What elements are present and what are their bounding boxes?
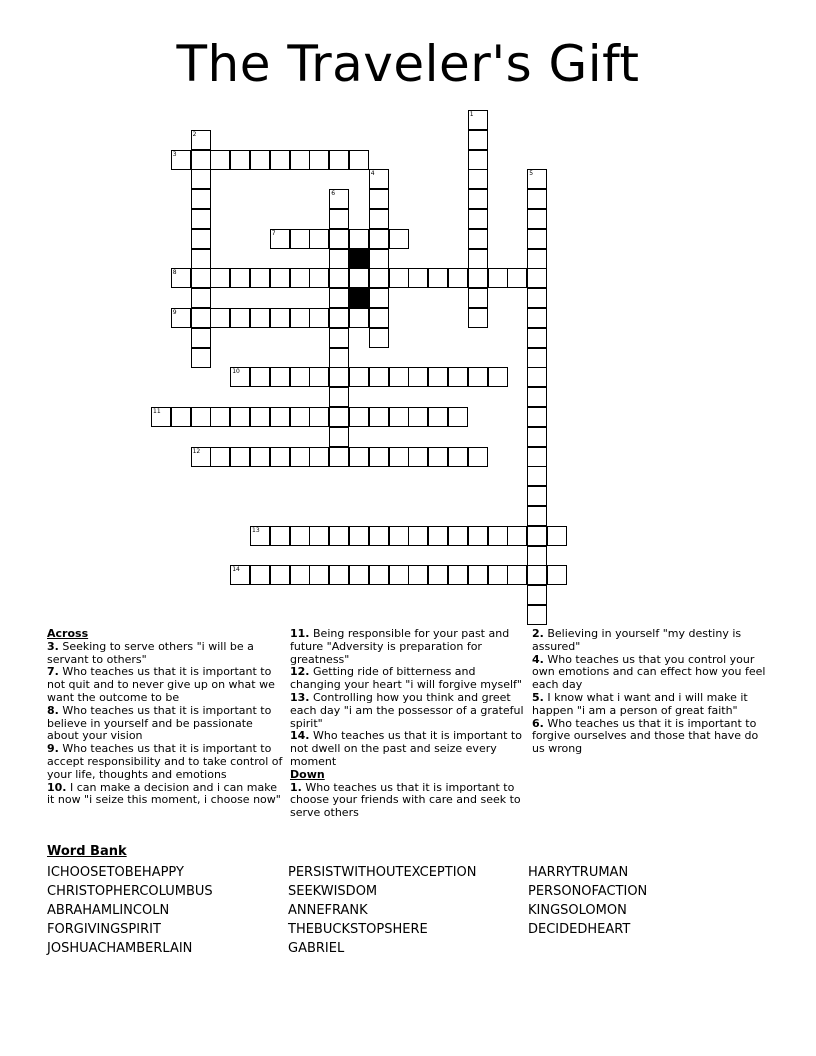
grid-cell[interactable] (369, 268, 389, 288)
grid-cell[interactable] (468, 209, 488, 229)
grid-cell[interactable] (329, 447, 349, 467)
grid-cell[interactable] (468, 130, 488, 150)
word-bank-column-3 (528, 863, 647, 939)
grid-cell[interactable] (329, 209, 349, 229)
grid-cell[interactable] (349, 565, 369, 585)
grid-cell[interactable] (349, 407, 369, 427)
grid-cell[interactable] (250, 526, 270, 546)
grid-cell[interactable] (547, 526, 567, 546)
clue-across-13: 13. Controlling how you think and greet each day "i am the possessor of a grateful spirit" (290, 690, 524, 730)
grid-cell[interactable] (468, 526, 488, 546)
clue-across-10: 10. I can make a decision and i can make it now "i seize this moment, i choose now" (47, 780, 281, 807)
grid-cell[interactable] (270, 308, 290, 328)
word-bank-item: ANNEFRANK (288, 903, 368, 918)
grid-cell[interactable] (428, 367, 448, 387)
grid-cell[interactable] (329, 308, 349, 328)
clue-column-2 (290, 628, 528, 820)
grid-cell[interactable] (349, 150, 369, 170)
grid-cell[interactable] (270, 565, 290, 585)
grid-cell[interactable] (270, 447, 290, 467)
grid-cell[interactable] (428, 565, 448, 585)
word-bank-item: DECIDEDHEART (528, 922, 631, 937)
grid-cell[interactable] (369, 249, 389, 269)
grid-cell[interactable] (309, 407, 329, 427)
across-heading: Across (47, 627, 89, 640)
grid-cell[interactable] (428, 268, 448, 288)
grid-cell[interactable] (527, 427, 547, 447)
grid-cell[interactable] (329, 288, 349, 308)
grid-cell[interactable] (290, 526, 310, 546)
clue-number: 8 (172, 269, 177, 277)
grid-cell[interactable] (290, 447, 310, 467)
grid-cell[interactable] (468, 189, 488, 209)
clue-number: 11 (153, 408, 161, 415)
grid-cell[interactable] (389, 407, 409, 427)
grid-cell[interactable] (527, 605, 547, 625)
clue-down-5: 5. I know what i want and i will make it happen "i am a person of great faith" (532, 690, 748, 717)
grid-cell[interactable] (329, 150, 349, 170)
word-bank-item: GABRIEL (288, 941, 345, 956)
grid-cell[interactable] (290, 268, 310, 288)
grid-cell[interactable] (488, 565, 508, 585)
grid-cell[interactable] (329, 387, 349, 407)
clue-across-8: 8. Who teaches us that it is important to believe in yourself and be passionate about your vision (47, 703, 272, 743)
grid-cell[interactable] (389, 447, 409, 467)
grid-cell[interactable] (527, 466, 547, 486)
clue-number: 9 (172, 309, 177, 316)
grid-cell[interactable] (369, 229, 389, 249)
grid-cell[interactable] (369, 288, 389, 308)
grid-cell[interactable] (369, 367, 389, 387)
grid-cell[interactable] (369, 209, 389, 229)
clue-across-11: 11. Being responsible for your past and future "Adversity is preparation for greatness" (290, 627, 510, 666)
grid-cell[interactable] (468, 268, 488, 288)
grid-cell[interactable] (428, 407, 448, 427)
grid-cell[interactable] (191, 249, 211, 269)
word-bank-column-1 (47, 863, 213, 958)
grid-cell[interactable] (408, 526, 428, 546)
grid-cell[interactable] (468, 367, 488, 387)
clue-across-9: 9. Who teaches us that it is important to accept responsibility and to take control of your life, thoughts and emotions (47, 742, 283, 781)
word-bank-item: JOSHUACHAMBERLAIN (47, 941, 193, 956)
grid-cell[interactable] (329, 328, 349, 348)
grid-cell[interactable] (329, 268, 349, 288)
grid-cell[interactable] (507, 526, 527, 546)
grid-cell[interactable] (171, 150, 191, 170)
clue-column-1 (47, 628, 285, 807)
grid-cell[interactable] (309, 308, 329, 328)
grid-cell[interactable] (448, 565, 468, 585)
clue-number: 4 (370, 170, 375, 178)
clue-down-1: 1. Who teaches us that it is important to choose your friends with care and seek to serve others (290, 780, 521, 820)
clue-down-4: 4. Who teaches us that you control your own emotions and can effect how you feel each day (532, 652, 766, 692)
grid-cell[interactable] (230, 367, 250, 387)
grid-cell[interactable] (230, 308, 250, 328)
word-bank-item: PERSONOFACTION (528, 884, 648, 899)
grid-cell[interactable] (210, 308, 230, 328)
grid-cell[interactable] (527, 308, 547, 328)
word-bank-item: HARRYTRUMAN (528, 865, 629, 880)
grid-cell[interactable] (171, 308, 191, 328)
grid-cell[interactable] (408, 565, 428, 585)
clue-number: 13 (252, 526, 260, 534)
grid-cell[interactable] (527, 169, 547, 189)
clue-across-3: 3. Seeking to serve others "i will be a servant to others" (47, 639, 254, 666)
grid-cell[interactable] (527, 249, 547, 269)
down-heading: Down (290, 767, 325, 781)
grid-cell[interactable] (527, 526, 547, 546)
grid-cell[interactable] (408, 407, 428, 427)
clue-across-7: 7. Who teaches us that it is important to not quit and to never give up on what we want the outcome to be (47, 665, 275, 704)
grid-cell[interactable] (290, 308, 310, 328)
clue-number: 5 (529, 170, 534, 178)
grid-cell[interactable] (389, 268, 409, 288)
grid-cell[interactable] (191, 209, 211, 229)
grid-cell[interactable] (210, 268, 230, 288)
grid-cell[interactable] (191, 169, 211, 189)
clue-down-6: 6. Who teaches us that it is important to forgive ourselves and those that have do us wrong (532, 716, 759, 756)
grid-cell[interactable] (468, 150, 488, 170)
grid-cell[interactable] (349, 229, 369, 249)
clue-down-2: 2. Believing in yourself "my destiny is assured" (532, 627, 742, 653)
grid-cell[interactable] (468, 308, 488, 328)
grid-cell[interactable] (527, 189, 547, 209)
word-bank-item: SEEKWISDOM (288, 884, 378, 899)
grid-cell[interactable] (448, 526, 468, 546)
grid-cell[interactable] (468, 288, 488, 308)
grid-cell[interactable] (408, 367, 428, 387)
clue-column-3 (532, 628, 770, 756)
grid-cell[interactable] (250, 407, 270, 427)
grid-cell[interactable] (428, 447, 448, 467)
word-bank-item: CHRISTOPHERCOLUMBUS (47, 884, 213, 899)
grid-cell[interactable] (527, 288, 547, 308)
grid-cell[interactable] (468, 447, 488, 467)
grid-cell[interactable] (329, 427, 349, 447)
grid-cell[interactable] (191, 447, 211, 467)
grid-cell[interactable] (250, 447, 270, 467)
grid-cell[interactable] (349, 308, 369, 328)
grid-cell[interactable] (527, 506, 547, 526)
grid-cell[interactable] (369, 526, 389, 546)
grid-cell[interactable] (428, 526, 448, 546)
grid-cell[interactable] (448, 447, 468, 467)
grid-cell[interactable] (349, 526, 369, 546)
grid-block-cell (349, 249, 369, 269)
grid-cell[interactable] (527, 585, 547, 605)
grid-cell[interactable] (210, 447, 230, 467)
grid-cell[interactable] (329, 249, 349, 269)
grid-cell[interactable] (527, 268, 547, 288)
grid-cell[interactable] (329, 189, 349, 209)
grid-cell[interactable] (329, 367, 349, 387)
grid-cell[interactable] (290, 565, 310, 585)
grid-cell[interactable] (250, 565, 270, 585)
grid-cell[interactable] (250, 367, 270, 387)
clue-number: 1 (469, 111, 474, 118)
grid-cell[interactable] (369, 407, 389, 427)
grid-cell[interactable] (448, 367, 468, 387)
grid-cell[interactable] (507, 565, 527, 585)
word-bank-item: PERSISTWITHOUTEXCEPTION (288, 865, 477, 880)
grid-cell[interactable] (250, 268, 270, 288)
word-bank-column-2 (288, 863, 477, 958)
grid-cell[interactable] (488, 526, 508, 546)
grid-cell[interactable] (408, 447, 428, 467)
grid-cell[interactable] (329, 407, 349, 427)
word-bank-item: THEBUCKSTOPSHERE (288, 922, 428, 937)
grid-cell[interactable] (191, 150, 211, 170)
grid-cell[interactable] (527, 367, 547, 387)
grid-cell[interactable] (329, 526, 349, 546)
grid-cell[interactable] (527, 209, 547, 229)
grid-cell[interactable] (270, 150, 290, 170)
grid-cell[interactable] (270, 526, 290, 546)
grid-cell[interactable] (468, 565, 488, 585)
grid-cell[interactable] (527, 486, 547, 506)
grid-cell[interactable] (250, 150, 270, 170)
word-bank-item: ICHOOSETOBEHAPPY (47, 865, 184, 880)
grid-cell[interactable] (329, 565, 349, 585)
grid-cell[interactable] (230, 407, 250, 427)
clue-across-14: 14. Who teaches us that it is important to not dwell on the past and seize every moment (290, 729, 522, 768)
grid-cell[interactable] (349, 268, 369, 288)
clue-across-12: 12. Getting ride of bitterness and changing your heart "i will forgive myself" (290, 665, 522, 692)
grid-cell[interactable] (191, 348, 211, 368)
grid-cell[interactable] (349, 447, 369, 467)
grid-cell[interactable] (191, 328, 211, 348)
grid-cell[interactable] (171, 407, 191, 427)
puzzle-title: The Traveler's Gift (176, 35, 640, 93)
word-bank-title: Word Bank (47, 844, 127, 859)
grid-cell[interactable] (171, 268, 191, 288)
word-bank-item: ABRAHAMLINCOLN (47, 903, 170, 918)
grid-cell[interactable] (230, 565, 250, 585)
grid-cell[interactable] (389, 526, 409, 546)
grid-cell[interactable] (527, 229, 547, 249)
grid-cell[interactable] (191, 229, 211, 249)
grid-cell[interactable] (369, 169, 389, 189)
grid-cell[interactable] (527, 565, 547, 585)
grid-cell[interactable] (230, 268, 250, 288)
grid-cell[interactable] (191, 407, 211, 427)
grid-cell[interactable] (369, 308, 389, 328)
grid-cell[interactable] (309, 150, 329, 170)
clue-number: 10 (232, 368, 240, 376)
clue-number: 12 (192, 447, 201, 455)
grid-cell[interactable] (270, 229, 290, 249)
grid-cell[interactable] (527, 546, 547, 566)
grid-cell[interactable] (191, 308, 211, 328)
grid-cell[interactable] (210, 407, 230, 427)
grid-cell[interactable] (191, 268, 211, 288)
grid-cell[interactable] (527, 348, 547, 368)
grid-cell[interactable] (468, 110, 488, 130)
grid-cell[interactable] (309, 526, 329, 546)
grid-cell[interactable] (309, 367, 329, 387)
clue-number: 3 (172, 150, 177, 158)
grid-cell[interactable] (191, 288, 211, 308)
grid-cell[interactable] (309, 565, 329, 585)
grid-cell[interactable] (270, 367, 290, 387)
grid-cell[interactable] (389, 565, 409, 585)
grid-cell[interactable] (408, 268, 428, 288)
clue-number: 7 (271, 229, 276, 237)
grid-cell[interactable] (488, 367, 508, 387)
grid-cell[interactable] (448, 407, 468, 427)
word-bank-item: KINGSOLOMON (528, 903, 627, 918)
grid-cell[interactable] (329, 229, 349, 249)
grid-cell[interactable] (309, 447, 329, 467)
grid-cell[interactable] (250, 308, 270, 328)
grid-cell[interactable] (230, 447, 250, 467)
grid-cell[interactable] (191, 130, 211, 150)
grid-cell[interactable] (270, 268, 290, 288)
grid-cell[interactable] (329, 348, 349, 368)
grid-block-cell (349, 288, 369, 308)
grid-cell[interactable] (527, 407, 547, 427)
grid-cell[interactable] (527, 447, 547, 467)
grid-cell[interactable] (369, 189, 389, 209)
grid-cell[interactable] (309, 268, 329, 288)
grid-cell[interactable] (369, 328, 389, 348)
grid-cell[interactable] (527, 328, 547, 348)
grid-cell[interactable] (369, 565, 389, 585)
word-bank-item: FORGIVINGSPIRIT (47, 922, 161, 937)
grid-cell[interactable] (290, 150, 310, 170)
grid-cell[interactable] (507, 268, 527, 288)
grid-cell[interactable] (547, 565, 567, 585)
clue-number: 14 (232, 566, 240, 574)
grid-cell[interactable] (527, 387, 547, 407)
grid-cell[interactable] (468, 169, 488, 189)
grid-cell[interactable] (309, 229, 329, 249)
grid-cell[interactable] (369, 447, 389, 467)
grid-cell[interactable] (290, 367, 310, 387)
grid-cell[interactable] (349, 367, 369, 387)
grid-cell[interactable] (230, 150, 250, 170)
grid-cell[interactable] (151, 407, 171, 427)
grid-cell[interactable] (468, 249, 488, 269)
grid-cell[interactable] (270, 407, 290, 427)
clue-number: 6 (331, 190, 336, 198)
grid-cell[interactable] (389, 367, 409, 387)
grid-cell[interactable] (191, 189, 211, 209)
clue-number: 2 (192, 130, 197, 138)
grid-cell[interactable] (488, 268, 508, 288)
grid-cell[interactable] (290, 407, 310, 427)
grid-cell[interactable] (468, 229, 488, 249)
grid-cell[interactable] (448, 268, 468, 288)
grid-cell[interactable] (210, 150, 230, 170)
grid-cell[interactable] (389, 229, 409, 249)
grid-cell[interactable] (290, 229, 310, 249)
